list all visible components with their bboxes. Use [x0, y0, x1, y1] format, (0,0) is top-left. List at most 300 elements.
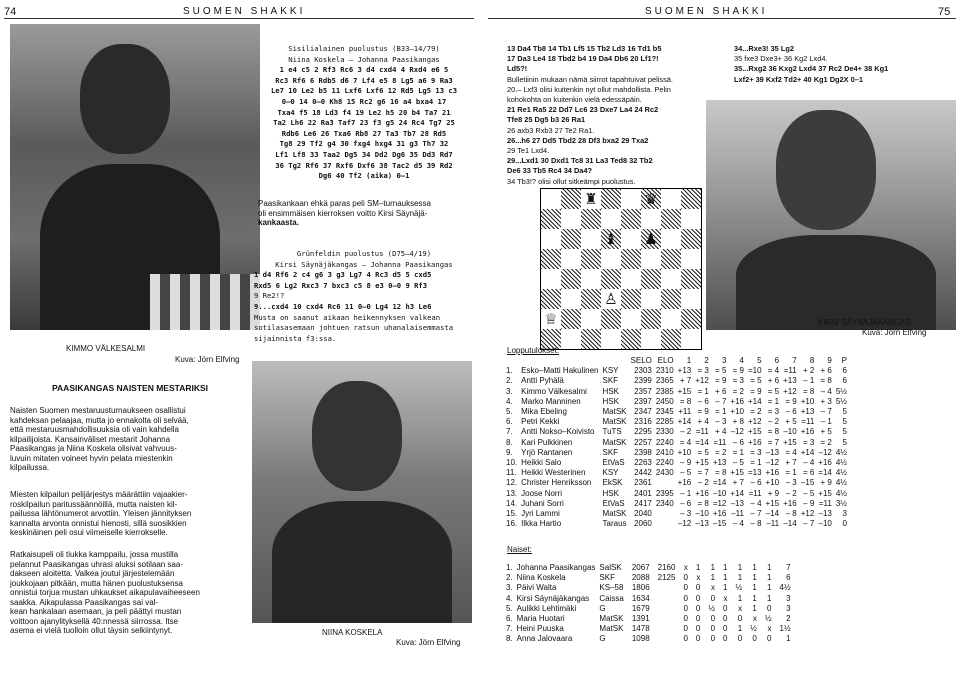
table-cell: 8 [809, 356, 815, 365]
table-cell: 0 [723, 603, 728, 613]
table-cell: 2310 [655, 366, 674, 376]
table-cell: 2399 [634, 376, 652, 386]
table-row [504, 397, 849, 407]
table-cell: – 6 [750, 478, 762, 488]
results-title: Lopputulokset: [507, 346, 560, 355]
portrait-head [776, 110, 876, 230]
board-square [621, 249, 641, 269]
table-cell: = 8 [715, 468, 727, 478]
table-cell: Jyri Lammi [521, 509, 560, 519]
table-cell [654, 519, 676, 529]
article-paragraph-2: Miesten kilpailun pelijärjestys määrättiin vajaakier- roskilpailun paritussäännöillä, mutta naisten kil- pailussa lähtönumerot arvottiin. Yleisen jännityksen kannalta arvonta onnistui hienosti, sillä suosikkien keskinäinen peli osui viimeiselle kierrokselle. [10, 490, 192, 537]
table-cell: 2397 [634, 396, 652, 406]
table-cell: MatSK [602, 407, 627, 417]
table-cell: 2 [704, 356, 709, 365]
table-cell: – 6 [732, 437, 744, 447]
table-cell: 5. [506, 407, 513, 417]
table-cell: EtVaS [602, 498, 625, 508]
table-cell: 0 [710, 634, 716, 644]
table-cell: Petri Kekki [521, 417, 560, 427]
women-title: Naiset: [507, 545, 532, 554]
game1-moves: Sisilialainen puolustus (B33–14/79) Niina Koskela – Johanna Paasikangas 1 e4 c5 2 Rf3 Rc6 3 d4 cxd4 4 Rxd4 e6 5 Rc3 Rf6 6 Rdb5 d6 7 Lf4 e5 8 Lg5 a6 9 Ra3 Le7 10 Le2 b5 11 Lxf6 Lxf6 12 Rd5 Lg5 13 c3 0–0 14 0–0 Kh8 15 Rc2 g6 16 a4 bxa4 17 Txa4 f5 18 Ld3 f4 19 Le2 h5 20 b4 Ta7 21 Ta2 Lh6 22 Ra3 Taf7 23 f3 g5 24 Rc4 Tg7 25 Rdb6 Le6 26 Txa6 Rb8 27 Ta3 Tb7 28 Rd5 Tg8 29 Tf2 g4 30 fxg4 hxg4 31 g3 Th7 32 Lf1 Lf8 33 Taa2 Dg5 34 Dd2 Dg6 35 Dd3 Rd7 36 Tg2 Rf6 37 Rxf6 Dxf6 38 Tac2 d5 39 Rd2 Dg6 40 Tf2 (aika) 0–1 [270, 44, 458, 181]
table-cell: MatSK [599, 614, 624, 624]
board-square [601, 269, 621, 289]
board-square: ♙ [601, 289, 621, 309]
board-square [661, 289, 681, 309]
table-cell [519, 356, 600, 366]
table-cell: Anna Jalovaara [516, 634, 573, 644]
table-cell: x [738, 603, 743, 613]
table-cell: 0 [683, 603, 688, 613]
table-cell: 0 [737, 634, 743, 644]
table-row [504, 583, 793, 593]
board-square [641, 329, 661, 349]
board-square [541, 209, 561, 229]
table-cell: –11 [766, 519, 780, 529]
table-cell: 2240 [655, 437, 674, 447]
photo1-caption-credit: Kuva: Jörn Elfving [175, 355, 240, 364]
table-cell: 13. [506, 488, 518, 498]
board-square [581, 269, 601, 289]
table-cell: 1. [506, 366, 513, 376]
table-row [504, 458, 849, 468]
table-cell: 1. [506, 563, 513, 572]
table-cell: Maria Huotari [516, 614, 565, 624]
table-cell: + 5 [820, 427, 832, 437]
table-cell: = 1 [767, 396, 780, 406]
table-cell: 11. [506, 468, 517, 478]
table-cell: MatSK [602, 437, 627, 447]
table-cell: 5 [842, 417, 847, 427]
article-title: PAASIKANGAS NAISTEN MESTARIKSI [52, 383, 209, 393]
table-cell: = 3 [732, 376, 744, 386]
board-square [561, 309, 581, 329]
table-cell: =12 [712, 498, 727, 508]
board-square [541, 229, 561, 249]
table-cell [654, 509, 676, 519]
board-square [681, 189, 701, 209]
table-cell: = 3 [750, 447, 762, 457]
table-cell: 5 [757, 356, 762, 365]
table-cell: +10 [730, 407, 744, 417]
board-square [681, 289, 701, 309]
table-cell: 7. [506, 427, 513, 437]
board-square [601, 189, 621, 209]
table-cell: –12 [765, 458, 780, 468]
board-square [661, 269, 681, 289]
table-cell: – 9 [680, 458, 692, 468]
table-cell: Niina Koskela [516, 573, 566, 583]
table-cell: +16 [747, 437, 762, 447]
table-cell: =11 [801, 417, 815, 427]
table-cell: 4½ [835, 488, 847, 498]
table-cell: 1 [767, 593, 772, 603]
table-cell: = 1 [715, 407, 727, 417]
portrait-body [272, 501, 452, 623]
board-square [561, 189, 581, 209]
table-cell: – 2 [785, 488, 797, 498]
table-cell: 2417 [634, 498, 652, 508]
table-cell: –13 [730, 498, 744, 508]
table-cell [652, 634, 678, 644]
table-cell: – 4 [820, 386, 832, 396]
table-cell: 2303 [634, 366, 652, 376]
portrait-head [312, 381, 402, 491]
table-cell: 1 [737, 573, 743, 583]
table-cell: 2285 [655, 417, 674, 427]
board-square [661, 329, 681, 349]
table-cell: 1478 [631, 624, 650, 634]
table-cell: = 5 [697, 447, 709, 457]
table-cell: 9 [827, 356, 832, 365]
table-cell: – 1 [680, 488, 692, 498]
table-cell: 0 [710, 624, 716, 634]
board-square [661, 209, 681, 229]
table-cell: Päivi Walta [516, 583, 557, 593]
table-cell: Johanna Paasikangas [516, 563, 596, 572]
table-cell: 2125 [657, 573, 676, 583]
table-cell: 0 [683, 593, 688, 603]
table-cell: = 9 [715, 376, 727, 386]
table-cell: 0 [752, 634, 757, 644]
table-cell: 3 [721, 356, 727, 365]
table-cell: SalSK [599, 563, 622, 572]
table-cell: SELO [630, 356, 652, 365]
table-cell: –10 [695, 509, 709, 519]
board-square [601, 209, 621, 229]
table-cell: –10 [783, 427, 797, 437]
table-cell: +16 [712, 509, 727, 519]
table-cell: 6 [774, 356, 780, 365]
photo3-caption-credit: Kuva: Jörn Elfving [862, 328, 927, 337]
table-cell: + 4 [697, 417, 709, 427]
table-cell: – 6 [680, 498, 692, 508]
table-cell: 0 [842, 519, 847, 529]
table-cell [601, 356, 629, 366]
table-cell: – 5 [732, 458, 744, 468]
board-square [621, 209, 641, 229]
table-cell: – 6 [697, 396, 709, 406]
table-cell: 2401 [634, 488, 652, 498]
table-cell: 4½ [835, 478, 847, 488]
left-page-number: 74 [4, 6, 17, 18]
table-cell: 2295 [634, 427, 652, 437]
table-cell: 2263 [634, 458, 652, 468]
table-cell: 6. [506, 417, 513, 427]
board-square [581, 209, 601, 229]
table-cell: ½ [735, 583, 743, 593]
right-page-number: 75 [938, 6, 951, 18]
table-cell: 5½ [835, 396, 847, 406]
table-cell: +16 [800, 427, 815, 437]
table-cell: = 9 [785, 396, 797, 406]
table-cell: Kari Pulkkinen [521, 437, 573, 447]
table-cell: 0 [695, 634, 701, 644]
table-cell: 3. [506, 583, 513, 593]
table-cell: +14 [677, 417, 692, 427]
table-cell: – 4 [750, 498, 762, 508]
table-cell: = 8 [802, 386, 815, 396]
left-page-header: SUOMEN SHAKKI [183, 6, 306, 17]
table-cell: 4. [506, 396, 513, 406]
table-cell: – 2 [697, 478, 709, 488]
board-square: ♜ [581, 189, 601, 209]
chess-diagram [540, 188, 702, 350]
table-cell: x [683, 563, 688, 572]
table-cell: 6 [842, 376, 847, 386]
table-cell: 4½ [779, 583, 791, 593]
table-cell: Kimmo Välkesalmi [521, 386, 587, 396]
board-square [541, 269, 561, 289]
table-cell: 8. [506, 437, 513, 447]
table-cell: =11 [695, 427, 709, 437]
table-cell: = 9 [732, 366, 744, 376]
table-cell: = 8 [697, 498, 709, 508]
table-cell: = 2 [732, 386, 744, 396]
table-cell: + 5 [785, 417, 797, 427]
table-cell: ½ [764, 614, 772, 624]
women-table [504, 563, 793, 645]
table-cell: 1½ [779, 624, 791, 634]
board-square [681, 249, 701, 269]
table-cell: 2316 [634, 417, 652, 427]
table-cell: = 1 [697, 386, 709, 396]
table-cell: –12 [677, 519, 692, 529]
board-square [621, 189, 641, 209]
table-cell: –12 [818, 447, 832, 457]
table-cell: x [767, 624, 772, 634]
table-cell: +15 [695, 458, 709, 468]
table-cell: 3½ [835, 498, 847, 508]
table-cell: = 1 [732, 447, 744, 457]
table-cell: 2340 [655, 498, 674, 508]
table-cell: 6 [842, 366, 847, 376]
table-cell: Caissa [599, 593, 624, 603]
table-cell: + 9 [820, 478, 832, 488]
table-cell: +16 [695, 488, 709, 498]
board-square [561, 329, 581, 349]
table-cell: 1 [686, 356, 692, 365]
table-cell: –13 [818, 509, 832, 519]
board-square [561, 289, 581, 309]
table-row [504, 417, 849, 427]
table-row [504, 366, 849, 376]
board-square [621, 269, 641, 289]
table-row [504, 509, 849, 519]
table-cell: x [752, 614, 757, 624]
table-cell: + 7 [785, 458, 797, 468]
table-cell: +15 [747, 427, 762, 437]
table-cell: 0 [695, 603, 701, 613]
table-cell: SKF [602, 376, 619, 386]
game2-finish: 34...Rxe3! 35 Lg2 35 fxe3 Dxe3+ 36 Kg2 Lxd4. 35...Rxg2 36 Kxg2 Lxd4 37 Rc2 De4+ 38 Kg1 Lxf2+ 39 Kxf2 Td2+ 40 Kg1 Dg2X 0–1 [734, 44, 889, 84]
table-cell: –13 [765, 447, 780, 457]
table-cell: 6. [506, 614, 513, 624]
table-cell: 2450 [655, 396, 674, 406]
table-cell: KS–58 [599, 583, 624, 593]
table-cell: 7. [506, 624, 513, 634]
table-cell: 2345 [655, 407, 674, 417]
table-cell: – 1 [820, 417, 832, 427]
table-cell: +13 [677, 366, 692, 376]
table-cell: 1391 [631, 614, 650, 624]
table-cell: 2. [506, 573, 513, 583]
table-cell [652, 583, 678, 593]
table-cell: = 9 [697, 407, 709, 417]
table-cell: MatSK [602, 417, 627, 427]
table-row [504, 573, 793, 583]
board-square [661, 249, 681, 269]
table-cell: 1 [767, 583, 772, 593]
table-cell: Heikki Westerinen [521, 468, 586, 478]
table-cell: 1 [752, 603, 757, 613]
kirsi-photo [706, 100, 956, 330]
table-cell: Christer Henriksson [521, 478, 592, 488]
table-cell: = 3 [767, 407, 780, 417]
table-cell: – 2 [680, 427, 692, 437]
table-cell: +15 [730, 468, 744, 478]
table-cell: 4½ [835, 447, 847, 457]
table-cell: x [711, 583, 716, 593]
table-cell: 1 [737, 624, 743, 634]
table-cell: +14 [800, 447, 815, 457]
table-cell: –12 [730, 427, 744, 437]
table-cell: 1 [710, 563, 716, 572]
table-cell: 0 [710, 614, 716, 624]
table-cell: – 5 [803, 488, 815, 498]
table-cell: – 6 [785, 407, 797, 417]
table-cell: =13 [747, 468, 762, 478]
table-cell: 0 [767, 603, 772, 613]
table-cell: SKF [602, 447, 619, 457]
table-cell: ½ [750, 624, 757, 634]
table-row [504, 624, 793, 634]
table-cell: SKF [599, 573, 615, 583]
table-cell: 1 [767, 563, 772, 572]
table-cell: 4. [506, 593, 513, 603]
table-cell: 15. [506, 509, 518, 519]
table-cell: 7 [792, 356, 797, 365]
table-cell: –15 [800, 478, 815, 488]
table-cell: +13 [800, 407, 815, 417]
board-square: ♟ [641, 229, 661, 249]
board-square [561, 209, 581, 229]
table-cell: ELO [657, 356, 674, 365]
right-header-rule [488, 18, 956, 19]
board-square [581, 329, 601, 349]
table-row [504, 604, 793, 614]
table-cell: 0 [695, 583, 701, 593]
table-cell: Heini Puuska [516, 624, 564, 634]
table-cell: 1 [723, 563, 728, 572]
table-cell: +16 [765, 468, 780, 478]
table-cell: =10 [747, 366, 762, 376]
board-square [561, 269, 581, 289]
table-cell: – 1 [803, 376, 815, 386]
board-square [621, 329, 641, 349]
article-paragraph-1: Naisten Suomen mestaruusturnaukseen osallistui kahdeksan pelaajaa, mutta jo ennakolta oli selvää, että mestaruusmahdollisuuksia oli vain kahdella kilpailijoista. Kansainväliset mestarit Johanna Paasikangas ja Niina Koskela olisivat vahvuus- luvuin mitaten voineet hyvin pelata miestenkin kilpailussa. [10, 406, 189, 472]
table-cell: + 7 [732, 478, 744, 488]
table-cell: HSK [602, 386, 619, 396]
table-cell [652, 594, 678, 604]
table-cell: = 5 [750, 376, 762, 386]
table-row [504, 448, 849, 458]
board-square: ♛ [641, 189, 661, 209]
table-cell: EkSK [602, 478, 623, 488]
table-cell: 2040 [634, 509, 652, 519]
table-cell: 5 [842, 407, 847, 417]
table-cell: 4½ [835, 468, 847, 478]
table-cell: +15 [765, 498, 780, 508]
table-cell: 3 [786, 593, 791, 603]
table-cell: – 7 [750, 509, 762, 519]
table-row [504, 427, 849, 437]
board-square [601, 309, 621, 329]
table-cell: 6 [786, 573, 791, 583]
table-cell: 1 [752, 583, 757, 593]
table-cell: 1679 [631, 603, 650, 613]
table-cell: 0 [695, 614, 701, 624]
table-cell: 0 [683, 583, 688, 593]
table-cell: + 7 [679, 376, 692, 386]
table-cell: MatSK [599, 624, 624, 634]
table-cell: –14 [765, 509, 780, 519]
niina-photo [252, 361, 472, 623]
table-cell: 0 [695, 593, 701, 603]
table-cell: 0 [683, 624, 688, 634]
photo-note: Paasikankaan ehkä paras peli SM–turnauksessa oli ensimmäisen kierroksen voitto Kirsi Säynäjä- kankaasta. [258, 199, 431, 227]
table-cell: = 8 [767, 427, 780, 437]
table-cell: – 7 [820, 407, 832, 417]
table-cell: HSK [602, 488, 619, 498]
board-square [621, 309, 641, 329]
table-cell: =11 [783, 366, 797, 376]
board-square [681, 209, 701, 229]
table-cell: +15 [677, 386, 692, 396]
board-square [661, 229, 681, 249]
table-cell: – 8 [785, 509, 797, 519]
table-cell: 14. [506, 498, 518, 508]
table-cell: 0 [723, 624, 728, 634]
table-cell: Yrjö Rantanen [521, 447, 573, 457]
board-square [541, 189, 561, 209]
table-cell: +11 [678, 407, 692, 417]
table-cell: =14 [712, 478, 727, 488]
photo1-caption-name: KIMMO VÄLKESALMI [66, 344, 146, 353]
board-square [621, 289, 641, 309]
board-square [581, 289, 601, 309]
table-cell: 0 [683, 573, 688, 583]
table-row [504, 614, 793, 624]
table-cell: –13 [695, 519, 709, 529]
left-header-rule [4, 18, 474, 19]
board-square [661, 309, 681, 329]
table-cell: – 3 [680, 509, 692, 519]
table-cell: = 4 [785, 447, 797, 457]
table-cell: =11 [818, 498, 832, 508]
table-cell: 12. [506, 478, 518, 488]
table-cell: 3 [842, 509, 847, 519]
table-cell: 1806 [631, 583, 650, 593]
board-square [601, 329, 621, 349]
table-cell [652, 604, 678, 614]
board-square [541, 289, 561, 309]
board-square: ♝ [601, 229, 621, 249]
table-cell: +15 [818, 488, 832, 498]
table-cell: = 3 [802, 437, 815, 447]
table-cell [652, 614, 678, 624]
table-cell: 3. [506, 386, 513, 396]
